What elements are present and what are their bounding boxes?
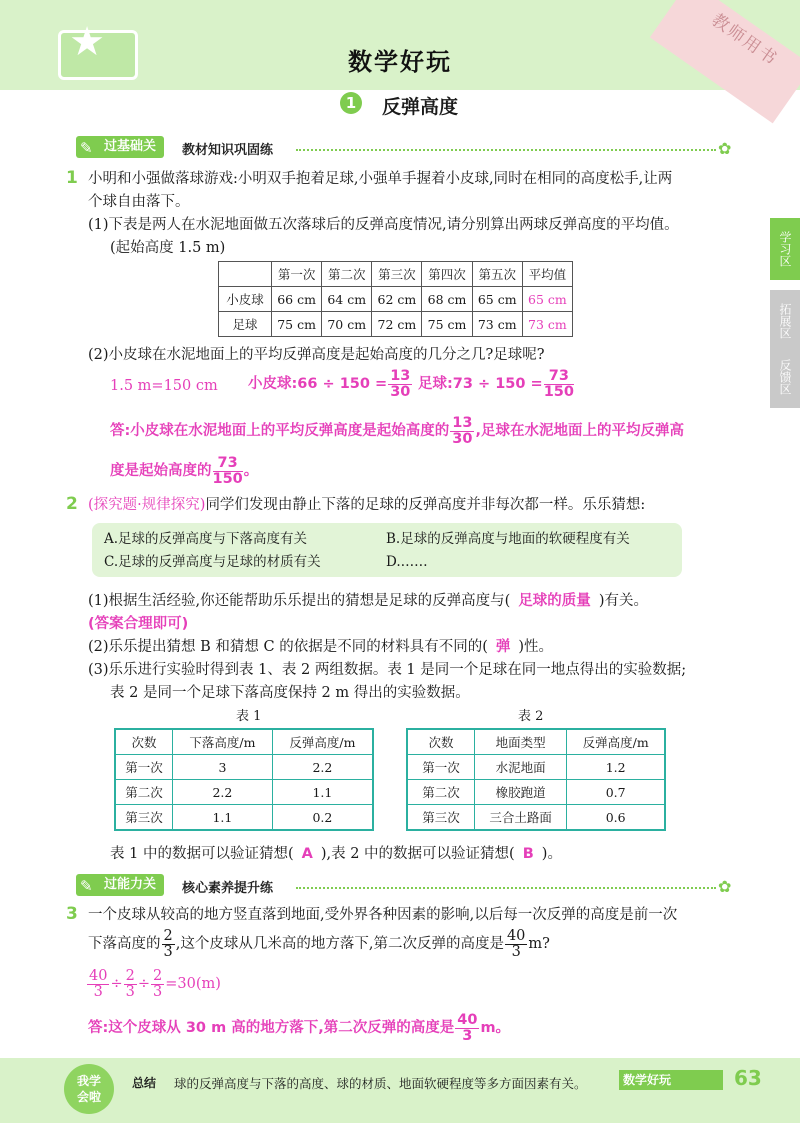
- q2-verify-text: ),表 2 中的数据可以验证猜想(: [320, 846, 515, 862]
- answer-text: 小皮球:66 ÷ 150 =: [248, 376, 388, 392]
- table-cell: 小皮球: [219, 287, 272, 312]
- table-cell: 平均值: [522, 262, 572, 287]
- q3-stem-text: m?: [528, 936, 550, 952]
- table-cell: 1.1: [272, 780, 373, 805]
- q1-answer-sentence-1: [110, 413, 684, 449]
- denominator: 3: [125, 983, 135, 1000]
- fraction: [87, 969, 109, 1000]
- fraction: [151, 969, 164, 1000]
- table-cell: 第一次: [407, 755, 475, 780]
- q2-verify: [110, 843, 562, 865]
- flower-icon: ✿: [718, 877, 732, 896]
- q3-stem-text: ,这个皮球从几米高的地方落下,第二次反弹的高度是: [175, 936, 504, 952]
- q3-stem-text: 下落高度的: [88, 936, 161, 952]
- table-cell: 第二次: [322, 262, 372, 287]
- q2-part1: [88, 590, 648, 612]
- section-badge-label: 过能力关: [104, 877, 157, 892]
- section-subtitle: 核心素养提升练: [182, 881, 274, 896]
- table-cell: 68 cm: [422, 287, 472, 312]
- table-cell: 第二次: [407, 780, 475, 805]
- table1-caption: 表 1: [236, 709, 262, 724]
- table-cell: 次数: [407, 729, 475, 755]
- section-divider: [296, 887, 716, 889]
- table-row: [115, 805, 373, 831]
- page-number: 63: [734, 1066, 762, 1090]
- table-cell: 第三次: [115, 805, 173, 831]
- numerator: 13: [390, 367, 411, 384]
- q3-calculation: [86, 966, 221, 1002]
- table-cell: 橡胶跑道: [475, 780, 567, 805]
- fraction: [455, 1013, 479, 1044]
- table-header-row: [219, 262, 573, 287]
- denominator: 3: [462, 1027, 473, 1044]
- q1-answer-football: [418, 366, 575, 402]
- denominator: 3: [511, 943, 521, 960]
- answer-text: B: [522, 846, 534, 862]
- question-tag: (探究题·规律探究): [88, 497, 206, 513]
- operator: ÷: [137, 976, 150, 992]
- q1-part2: (2)小皮球在水泥地面上的平均反弹高度是起始高度的几分之几?足球呢?: [88, 347, 545, 363]
- answer-text: 答:这个皮球从 30 m 高的地方落下,第二次反弹的高度是: [88, 1020, 455, 1036]
- q2-verify-text: 表 1 中的数据可以验证猜想(: [110, 846, 294, 862]
- table-cell: 次数: [115, 729, 173, 755]
- option-b: B.足球的反弹高度与地面的软硬程度有关: [386, 531, 630, 547]
- q1-answer-ball: [248, 366, 413, 402]
- section-badge-label: 过基础关: [104, 139, 157, 154]
- summary-label: 总结: [132, 1076, 157, 1090]
- table-row: [115, 755, 373, 780]
- table-cell: 反弹高度/m: [272, 729, 373, 755]
- table-cell: 第五次: [472, 262, 522, 287]
- side-tab-feedback[interactable]: 反馈区: [770, 346, 800, 408]
- answer-text: 足球的质量: [518, 593, 591, 609]
- page-title: 数学好玩: [348, 48, 452, 76]
- table-2: [406, 728, 666, 831]
- table-cell: 72 cm: [372, 312, 422, 337]
- table-row: [219, 287, 573, 312]
- table-cell: 地面类型: [475, 729, 567, 755]
- option-d: D.……: [386, 554, 428, 570]
- question-number: 2: [66, 494, 78, 514]
- lesson-number: 1: [340, 92, 362, 114]
- denominator: 150: [543, 383, 574, 400]
- table-cell: 2.2: [272, 755, 373, 780]
- table-cell: 1.1: [173, 805, 273, 831]
- q3-stem-line1: 一个皮球从较高的地方竖直落到地面,受外界各种因素的影响,以后每一次反弹的高度是前一次: [88, 907, 678, 923]
- calc-result: =30(m): [165, 976, 221, 992]
- q3-answer: [88, 1010, 510, 1046]
- badge-text: 我学: [76, 1074, 101, 1088]
- table-cell: 第四次: [422, 262, 472, 287]
- section-subtitle: 教材知识巩固练: [182, 143, 274, 158]
- pencil-icon: ✎: [80, 877, 93, 895]
- table-row: [407, 805, 665, 831]
- side-tab-extend[interactable]: 拓展区: [770, 290, 800, 352]
- table-cell: 0.6: [567, 805, 665, 831]
- table-cell: 3: [173, 755, 273, 780]
- table-cell: 水泥地面: [475, 755, 567, 780]
- answer-text: 答:小皮球在水泥地面上的平均反弹高度是起始高度的: [110, 423, 450, 439]
- numerator: 73: [544, 369, 574, 385]
- q2-part2-text: (2)乐乐提出猜想 B 和猜想 C 的依据是不同的材料具有不同的(: [88, 639, 488, 655]
- q2-part2: [88, 636, 553, 658]
- denominator: 3: [153, 983, 163, 1000]
- q1-stem-line1: 小明和小强做落球游戏:小明双手抱着足球,小强单手握着小皮球,同时在相同的高度松手,让两: [88, 171, 673, 187]
- answer-text: 度是起始高度的: [110, 463, 212, 479]
- table-cell: 第三次: [372, 262, 422, 287]
- q2-part1-text: (1)根据生活经验,你还能帮助乐乐提出的猜想是足球的反弹高度与(: [88, 593, 511, 609]
- q2-stem: [88, 494, 645, 516]
- table-header-row: [115, 729, 373, 755]
- table-cell: 下落高度/m: [173, 729, 273, 755]
- q2-part1-text: )有关。: [598, 593, 648, 609]
- table-1: [114, 728, 374, 831]
- answer-cell: 65 cm: [522, 287, 572, 312]
- pencil-icon: ✎: [80, 139, 93, 157]
- table-cell: 1.2: [567, 755, 665, 780]
- denominator: 150: [212, 470, 243, 487]
- brand-label: 数学好玩: [619, 1070, 723, 1090]
- table-cell: 足球: [219, 312, 272, 337]
- table-cell: 三合土路面: [475, 805, 567, 831]
- fraction: [213, 456, 243, 487]
- table-row: [407, 755, 665, 780]
- table-row: [115, 780, 373, 805]
- section-badge-basic: [76, 136, 164, 158]
- table-cell: 65 cm: [472, 287, 522, 312]
- section-badge-ability: [76, 874, 164, 896]
- numerator: 2: [125, 967, 135, 984]
- table-cell: 75 cm: [422, 312, 472, 337]
- corner-label: 教师用书: [707, 10, 782, 71]
- numerator: 40: [506, 927, 526, 944]
- answer-text: 。: [243, 463, 259, 479]
- table-row: [407, 780, 665, 805]
- table-cell: 62 cm: [372, 287, 422, 312]
- table-cell: 反弹高度/m: [567, 729, 665, 755]
- table-header-row: [407, 729, 665, 755]
- table-row: [219, 312, 573, 337]
- q2-part1-note: (答案合理即可): [88, 616, 189, 632]
- q1-stem-line2: 个球自由落下。: [88, 194, 190, 210]
- q2-stem-text: 同学们发现由静止下落的足球的反弹高度并非每次都一样。乐乐猜想:: [205, 497, 646, 513]
- q1-part1-note: (起始高度 1.5 m): [110, 240, 226, 256]
- operator: ÷: [110, 976, 123, 992]
- learned-badge: [64, 1064, 114, 1114]
- numerator: 73: [213, 456, 243, 472]
- question-number: 3: [66, 904, 78, 924]
- q3-stem-line2: [88, 926, 550, 962]
- table-cell: 64 cm: [322, 287, 372, 312]
- answer-text: ,足球在水泥地面上的平均反弹高: [475, 423, 684, 439]
- summary-text: 球的反弹高度与下落的高度、球的材质、地面软硬程度等多方面因素有关。: [174, 1076, 587, 1091]
- fraction: [124, 969, 137, 1000]
- lesson-title: 反弹高度: [382, 96, 459, 118]
- table-cell: 75 cm: [272, 312, 322, 337]
- denominator: 30: [390, 383, 411, 400]
- flower-icon: ✿: [718, 139, 732, 158]
- fraction: [388, 369, 412, 400]
- star-mascot-icon: ★: [69, 19, 105, 65]
- table-cell: 0.7: [567, 780, 665, 805]
- answer-text: A: [301, 846, 313, 862]
- denominator: 3: [93, 983, 103, 1000]
- question-number: 1: [66, 168, 78, 188]
- table-cell: 70 cm: [322, 312, 372, 337]
- q2-part3-line2: 表 2 是同一个足球下落高度保持 2 m 得出的实验数据。: [110, 685, 470, 701]
- denominator: 30: [452, 430, 473, 447]
- numerator: 13: [452, 414, 473, 431]
- answer-text: m。: [480, 1020, 511, 1036]
- table-cell: 第二次: [115, 780, 173, 805]
- table2-caption: 表 2: [518, 709, 544, 724]
- q1-answer-conversion: 1.5 m=150 cm: [110, 378, 218, 394]
- numerator: 2: [163, 927, 173, 944]
- table-cell: 66 cm: [272, 287, 322, 312]
- table-cell: [219, 262, 272, 287]
- answer-text: 弹: [495, 639, 511, 655]
- side-tab-study[interactable]: 学习区: [770, 218, 800, 280]
- q2-verify-text: )。: [541, 846, 562, 862]
- table-cell: 0.2: [272, 805, 373, 831]
- table-cell: 第三次: [407, 805, 475, 831]
- numerator: 40: [89, 967, 108, 984]
- fraction: [505, 929, 527, 960]
- fraction: [162, 929, 175, 960]
- table-cell: 第一次: [115, 755, 173, 780]
- q2-part3-line1: (3)乐乐进行实验时得到表 1、表 2 两组数据。表 1 是同一个足球在同一地点得出的实验数据;: [88, 662, 687, 678]
- fraction: [544, 369, 574, 400]
- fraction: [450, 416, 474, 447]
- numerator: 40: [457, 1011, 478, 1028]
- badge-text: 会啦: [76, 1090, 101, 1104]
- option-c: C.足球的反弹高度与足球的材质有关: [104, 554, 321, 570]
- section-divider: [296, 149, 716, 151]
- denominator: 3: [163, 943, 173, 960]
- option-a: A.足球的反弹高度与下落高度有关: [104, 531, 308, 547]
- q2-part2-text: )性。: [518, 639, 554, 655]
- table-cell: 73 cm: [472, 312, 522, 337]
- answer-text: 足球:73 ÷ 150 =: [418, 376, 543, 392]
- q1-part1: (1)下表是两人在水泥地面做五次落球后的反弹高度情况,请分别算出两球反弹高度的平均值。: [88, 217, 679, 233]
- table-cell: 第一次: [272, 262, 322, 287]
- table-cell: 2.2: [173, 780, 273, 805]
- q1-table: [218, 261, 573, 337]
- q1-answer-sentence-2: [110, 453, 258, 489]
- answer-cell: 73 cm: [522, 312, 572, 337]
- numerator: 2: [153, 967, 163, 984]
